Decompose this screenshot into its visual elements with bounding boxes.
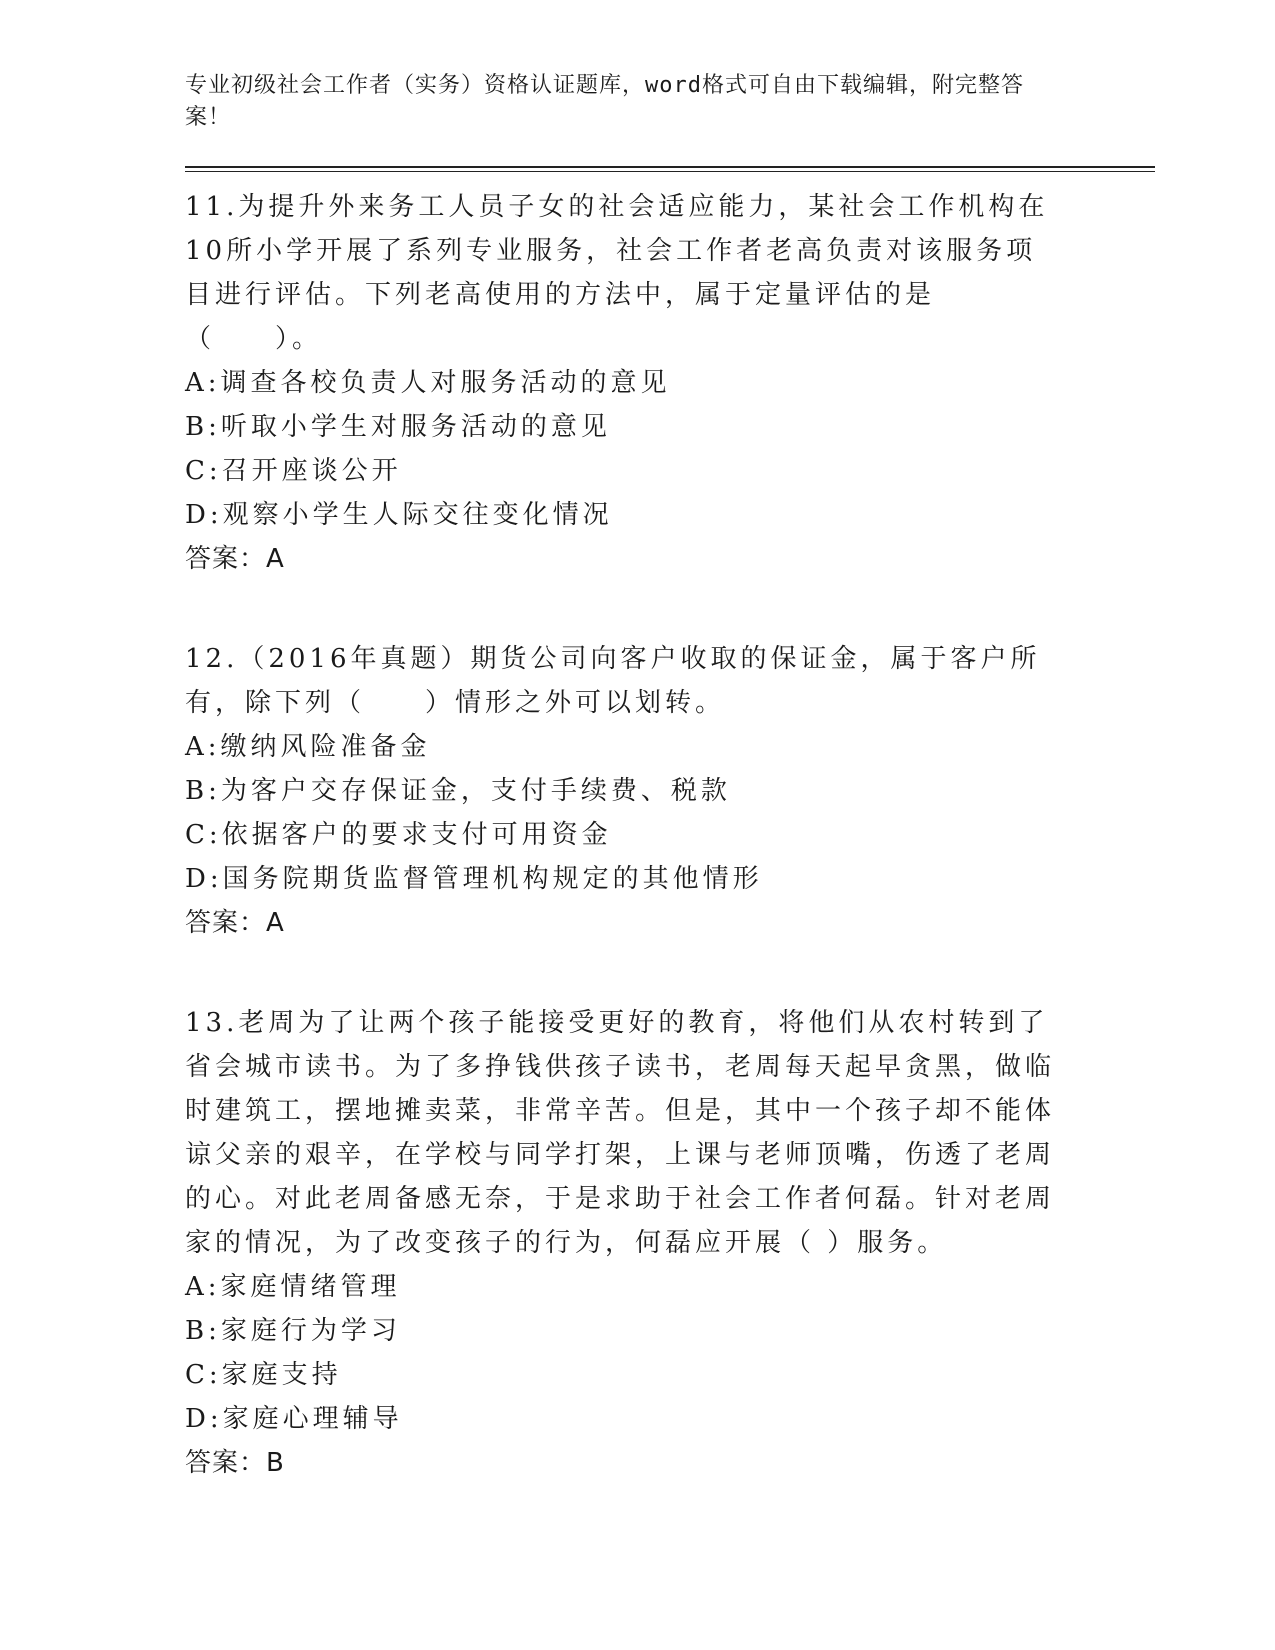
spacer (185, 945, 1155, 989)
option-b: B:为客户交存保证金，支付手续费、税款 (185, 776, 731, 806)
question-11 (185, 185, 1155, 581)
divider-line-thick (185, 166, 1155, 168)
document-page (185, 70, 1155, 1485)
option-d: D:家庭心理辅导 (185, 1404, 403, 1434)
option-c: C:家庭支持 (185, 1360, 342, 1390)
answer-label: 答案：B (185, 1448, 285, 1478)
option-a: A:缴纳风险准备金 (185, 732, 431, 762)
question-stem: 12.（2016年真题）期货公司向客户收取的保证金，属于客户所有，除下列（ ）情形之外可以划转。 (185, 644, 1041, 718)
question-stem: 13.老周为了让两个孩子能接受更好的教育，将他们从农村转到了省会城市读书。为了多挣钱供孩子读书，老周每天起早贪黑，做临时建筑工，摆地摊卖菜，非常辛苦。但是，其中一个孩子却不能体谅父亲的艰辛，在学校与同学打架，上课与老师顶嘴，伤透了老周的心。对此老周备感无奈，于是求助于社会工作者何磊。针对老周家的情况，为了改变孩子的行为，何磊应开展（ ）服务。 (185, 1008, 1056, 1258)
option-b: B:家庭行为学习 (185, 1316, 401, 1346)
document-header: 专业初级社会工作者（实务）资格认证题库，word格式可自由下载编辑，附完整答案！ (185, 73, 1024, 130)
header-divider (185, 166, 1155, 173)
option-d: D:观察小学生人际交往变化情况 (185, 500, 613, 530)
question-13 (185, 1001, 1155, 1485)
option-c: C:依据客户的要求支付可用资金 (185, 820, 612, 850)
option-d: D:国务院期货监督管理机构规定的其他情形 (185, 864, 763, 894)
answer-label: 答案：A (185, 908, 285, 938)
divider-line-thin (185, 171, 1155, 172)
option-a: A:家庭情绪管理 (185, 1272, 401, 1302)
answer-label: 答案：A (185, 544, 285, 574)
question-12 (185, 637, 1155, 945)
spacer (185, 581, 1155, 625)
option-c: C:召开座谈公开 (185, 456, 402, 486)
question-stem: 11.为提升外来务工人员子女的社会适应能力，某社会工作机构在10所小学开展了系列专业服务，社会工作者老高负责对该服务项目进行评估。下列老高使用的方法中，属于定量评估的是（ ）。 (185, 192, 1049, 354)
option-a: A:调查各校负责人对服务活动的意见 (185, 368, 671, 398)
option-b: B:听取小学生对服务活动的意见 (185, 412, 611, 442)
